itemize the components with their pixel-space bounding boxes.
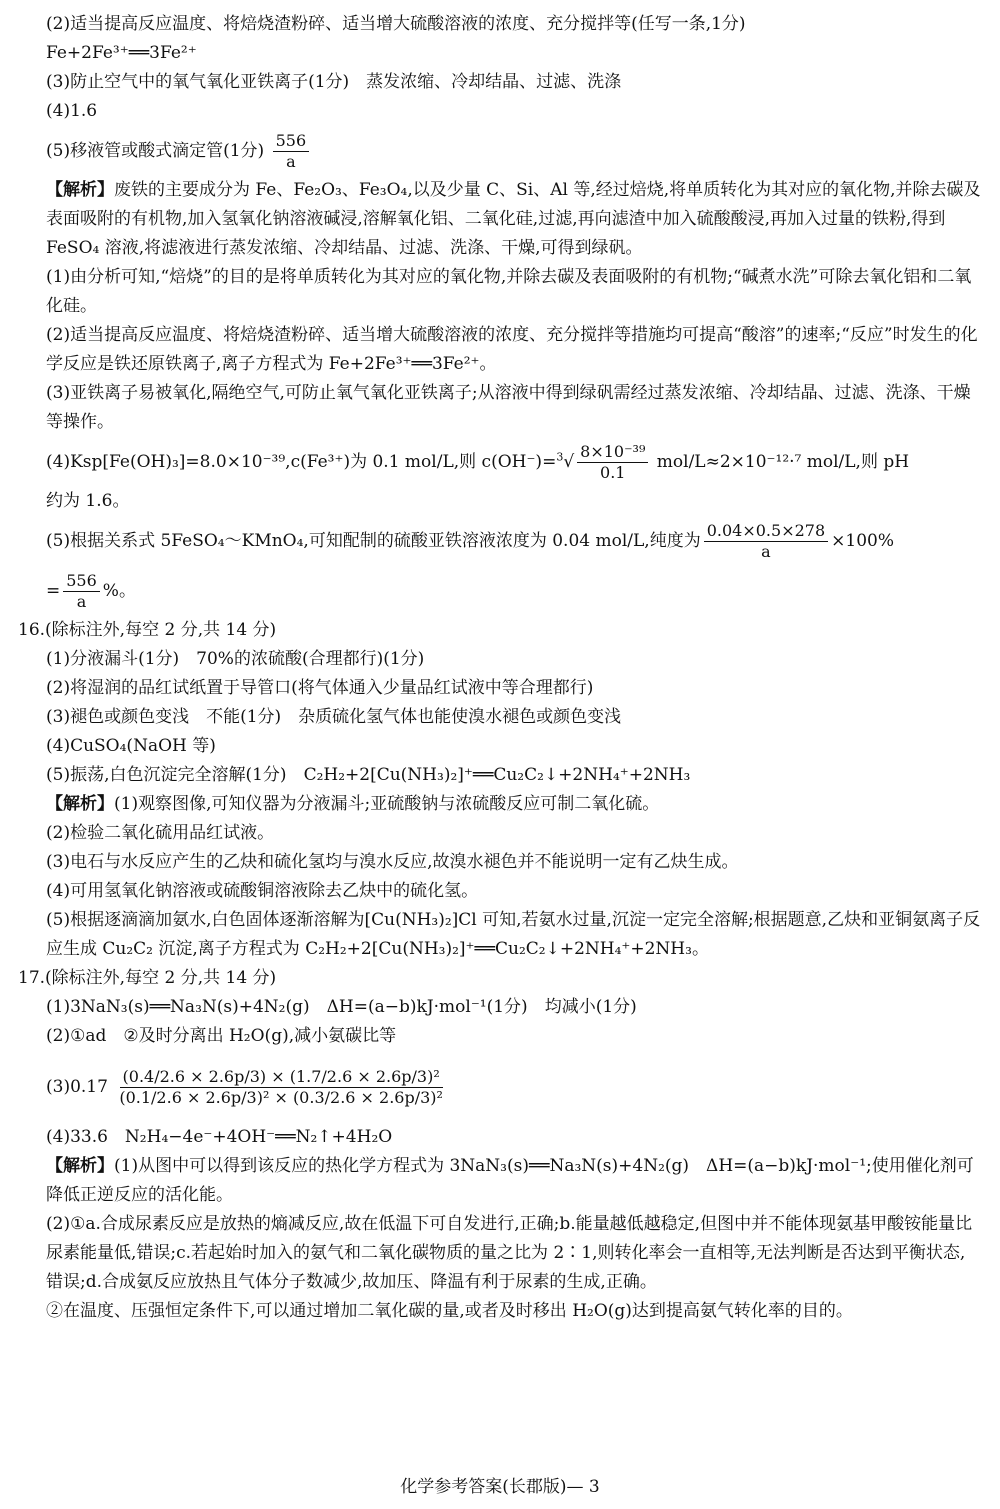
q16-answer-2: (2)将湿润的品红试纸置于导管口(将气体通入少量品红试液中等合理都行) [46, 678, 594, 698]
q17-answer-1: (1)3NaN₃(s)══Na₃N(s)+4N₂(g) ΔH=(a−b)kJ·mol⁻¹(1分) 均减小(1分) [46, 997, 637, 1017]
q15-answer-2-equation: Fe+2Fe³⁺══3Fe²⁺ [46, 43, 197, 63]
q17-answer-2: (2)①ad ②及时分离出 H₂O(g),减小氨碳比等 [46, 1026, 397, 1046]
q15-analysis-5-cont: = $\frac{556}{a}$ %。 [46, 571, 136, 611]
fraction: $\frac{0.04\times 0.5\times 278}{a}$ [704, 521, 828, 562]
q17-answer-4: (4)33.6 N₂H₄−4e⁻+4OH⁻══N₂↑+4H₂O [46, 1127, 393, 1147]
q16-analysis-1: 【解析】(1)观察图像,可知仪器为分液漏斗;亚硫酸钠与浓硫酸反应可制二氧化硫。 [46, 794, 660, 814]
kp-expression: $\frac{\text{(0.4/2.6 × 2.6p/3) × (1.7/2.6 × 2.6p/3)²}}{\text{(0.1/2.6 × 2.6p/3)² × (0.3/2.6 × 2.6p/3)²}}$ [119, 1067, 443, 1107]
fraction: $\frac{\text{8×10⁻³⁹}}{0.1}$ [577, 442, 648, 483]
q15-analysis-1: (1)由分析可知,“焙烧”的目的是将单质转化为其对应的氧化物,并除去碳及表面吸附的有机物;“碱煮水洗”可除去氧化铝和二氧化硅。 [46, 267, 972, 316]
q15-answer-5: (5)移液管或酸式滴定管(1分) $\frac{556}{a}$ [46, 126, 982, 176]
q17-answer-3: (3)0.17 $\frac{\text{(0.4/2.6 × 2.6p/3) × (1.7/2.6 × 2.6p/3)²}}{\text{(0.1/2.6 × 2.6p/3)² × (0.3/2.6 × 2.6p/3)²}}$ [46, 1051, 982, 1123]
q16-header: 16.(除标注外,每空 2 分,共 14 分) [18, 620, 277, 640]
q17-analysis-3: ②在温度、压强恒定条件下,可以通过增加二氧化碳的量,或者及时移出 H₂O(g)达到提高氨气转化率的目的。 [46, 1301, 853, 1321]
q15-analysis-4-cont: 约为 1.6。 [46, 491, 130, 511]
q15-analysis-4: (4)Ksp[Fe(OH)₃]=8.0×10⁻³⁹,c(Fe³⁺)为 0.1 mol/L,则 c(OH⁻)=$^3$√ $\frac{\text{8×10⁻³⁹}}{0.1}$ mol/L≈2×10⁻¹²·⁷ mol/L,则 pH [46, 442, 910, 482]
q15-answer-2: (2)适当提高反应温度、将焙烧渣粉碎、适当增大硫酸溶液的浓度、充分搅拌等(任写一条,1分) [46, 14, 746, 34]
q15-analysis-2: (2)适当提高反应温度、将焙烧渣粉碎、适当增大硫酸溶液的浓度、充分搅拌等措施均可提高“酸溶”的速率;“反应”时发生的化学反应是铁还原铁离子,离子方程式为 Fe+2Fe³⁺══3Fe²⁺。 [46, 325, 978, 374]
q16-analysis-4: (4)可用氢氧化钠溶液或硫酸铜溶液除去乙炔中的硫化氢。 [46, 881, 479, 901]
q16-answer-3: (3)褪色或颜色变浅 不能(1分) 杂质硫化氢气体也能使溴水褪色或颜色变浅 [46, 707, 622, 727]
q16-answer-1: (1)分液漏斗(1分) 70%的浓硫酸(合理都行)(1分) [46, 649, 425, 669]
q16-analysis-2: (2)检验二氧化硫用品红试液。 [46, 823, 275, 843]
q17-analysis-1: 【解析】(1)从图中可以得到该反应的热化学方程式为 3NaN₃(s)══Na₃N(s)+4N₂(g) ΔH=(a−b)kJ·mol⁻¹;使用催化剂可降低正逆反应的活化能。 [46, 1156, 974, 1205]
q17-analysis-2: (2)①a.合成尿素反应是放热的熵减反应,故在低温下可自发进行,正确;b.能量越低越稳定,但图中并不能体现氨基甲酸铵能量比尿素能量低,错误;c.若起始时加入的氨气和二氧化碳物质的量之比为 2∶1,则转化率会一直相等,无法判断是否达到平衡状态,错误;d.合成氨反应放热且气体分子数减少,故加压、降温有利于尿素的生成,正确。 [46, 1214, 973, 1292]
q15-analysis-5: (5)根据关系式 5FeSO₄～KMnO₄,可知配制的硫酸亚铁溶液浓度为 0.04 mol/L,纯度为 $\frac{0.04\times 0.5\times 278}{a}$ ×100% [46, 521, 894, 561]
q15-analysis-intro: 【解析】废铁的主要成分为 Fe、Fe₂O₃、Fe₃O₄,以及少量 C、Si、Al 等,经过焙烧,将单质转化为其对应的氧化物,并除去碳及表面吸附的有机物,加入氢氧化钠溶液碱浸,溶解氧化铝、二氧化硅,过滤,再向滤渣中加入硫酸酸浸,再加入过量的铁粉,得到 FeSO₄ 溶液,将滤液进行蒸发浓缩、冷却结晶、过滤、洗涤、干燥,可得到绿矾。 [46, 180, 981, 258]
q15-answer-3: (3)防止空气中的氧气氧化亚铁离子(1分) 蒸发浓缩、冷却结晶、过滤、洗涤 [46, 72, 622, 92]
q16-analysis-5: (5)根据逐滴滴加氨水,白色固体逐渐溶解为[Cu(NH₃)₂]Cl 可知,若氨水过量,沉淀一定完全溶解;根据题意,乙炔和亚铜氨离子反应生成 Cu₂C₂ 沉淀,离子方程式为 C₂H₂+2[Cu(NH₃)₂]⁺══Cu₂C₂↓+2NH₄⁺+2NH₃。 [46, 910, 981, 959]
q16-answer-5: (5)振荡,白色沉淀完全溶解(1分) C₂H₂+2[Cu(NH₃)₂]⁺══Cu₂C₂↓+2NH₄⁺+2NH₃ [46, 765, 691, 785]
fraction: $\frac{556}{a}$ [63, 571, 100, 612]
q15-answer-4: (4)1.6 [46, 101, 98, 121]
q16-answer-4: (4)CuSO₄(NaOH 等) [46, 736, 216, 756]
q16-analysis-3: (3)电石与水反应产生的乙炔和硫化氢均与溴水反应,故溴水褪色并不能说明一定有乙炔生成。 [46, 852, 739, 872]
fraction: $\frac{556}{a}$ [273, 131, 310, 172]
q17-header: 17.(除标注外,每空 2 分,共 14 分) [18, 968, 277, 988]
page-footer: 化学参考答案(长郡版)— 3 [400, 1477, 600, 1497]
q15-analysis-3: (3)亚铁离子易被氧化,隔绝空气,可防止氧气氧化亚铁离子;从溶液中得到绿矾需经过蒸发浓缩、冷却结晶、过滤、洗涤、干燥等操作。 [46, 383, 971, 432]
